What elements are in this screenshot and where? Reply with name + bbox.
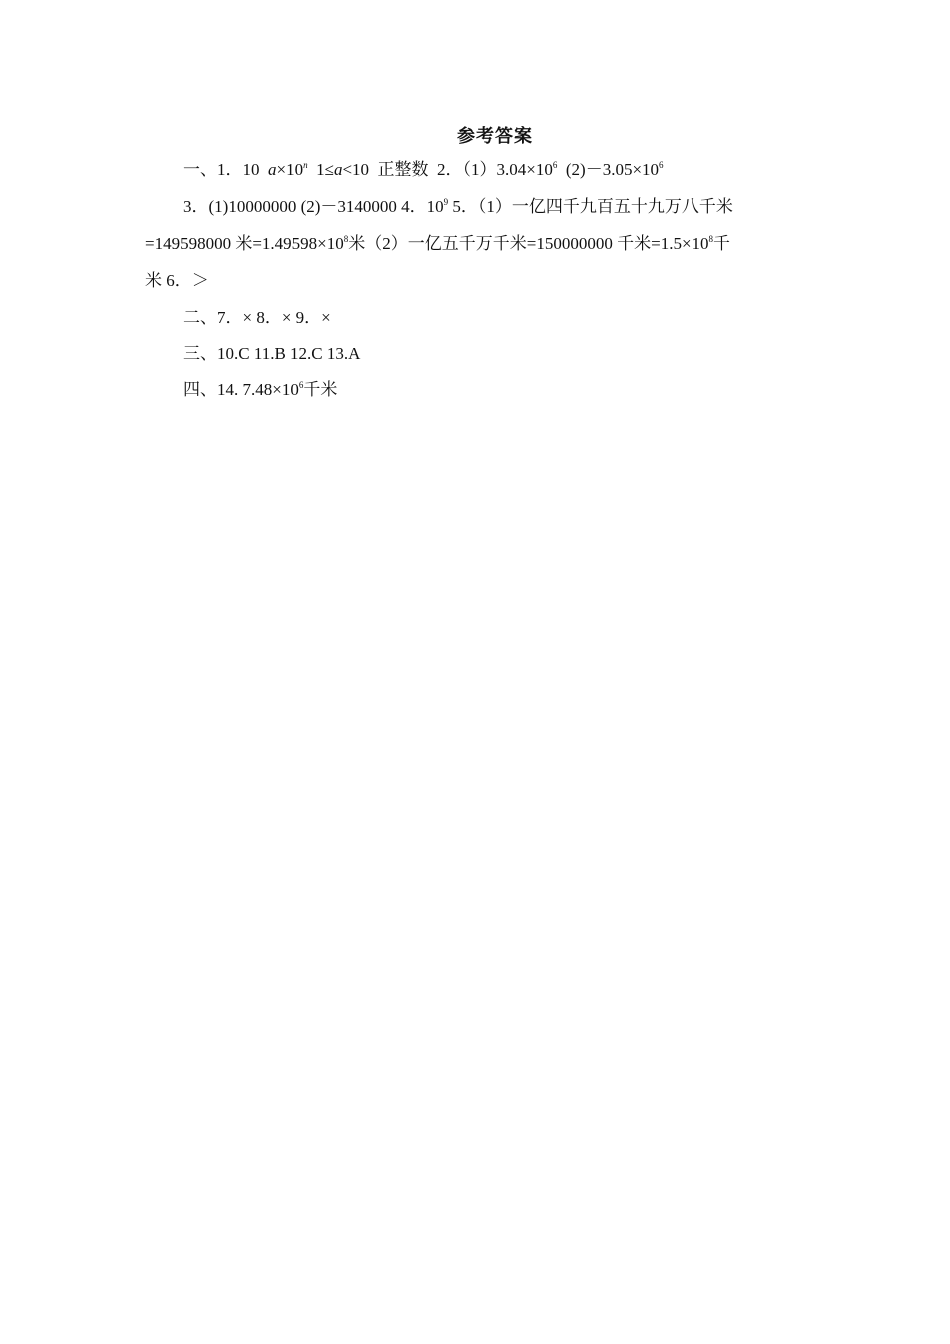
answer-line-4: 米 6．＞: [145, 271, 209, 290]
answer-line-2: 3．(1)10000000 (2)－3140000 4．$10^9$ 5．（1）一亿四千九百五十九万八千米: [183, 197, 733, 216]
answer-line-1: 一、1．10 $a\times 10^n$ 1≤a<10 正整数 2．$(1)3.04\times 10^6$ $(2)-3.05\times 10^6$: [183, 160, 664, 179]
section-2-answers: 二、7．× 8．× 9．×: [183, 308, 331, 327]
page-title: 参考答案: [457, 126, 533, 146]
section-4-answers: 四、14. $7.48\times 10^6$千米: [183, 380, 338, 399]
answer-line-3: =149598000 米$=1.49598\times 10^8$米（2）一亿五千万千米=150000000 千米$=1.5\times 10^8$千: [145, 234, 731, 253]
section-label: 一、: [183, 160, 217, 179]
section-3-answers: 三、10.C 11.B 12.C 13.A: [183, 344, 361, 363]
variable-a: a: [333, 160, 343, 179]
